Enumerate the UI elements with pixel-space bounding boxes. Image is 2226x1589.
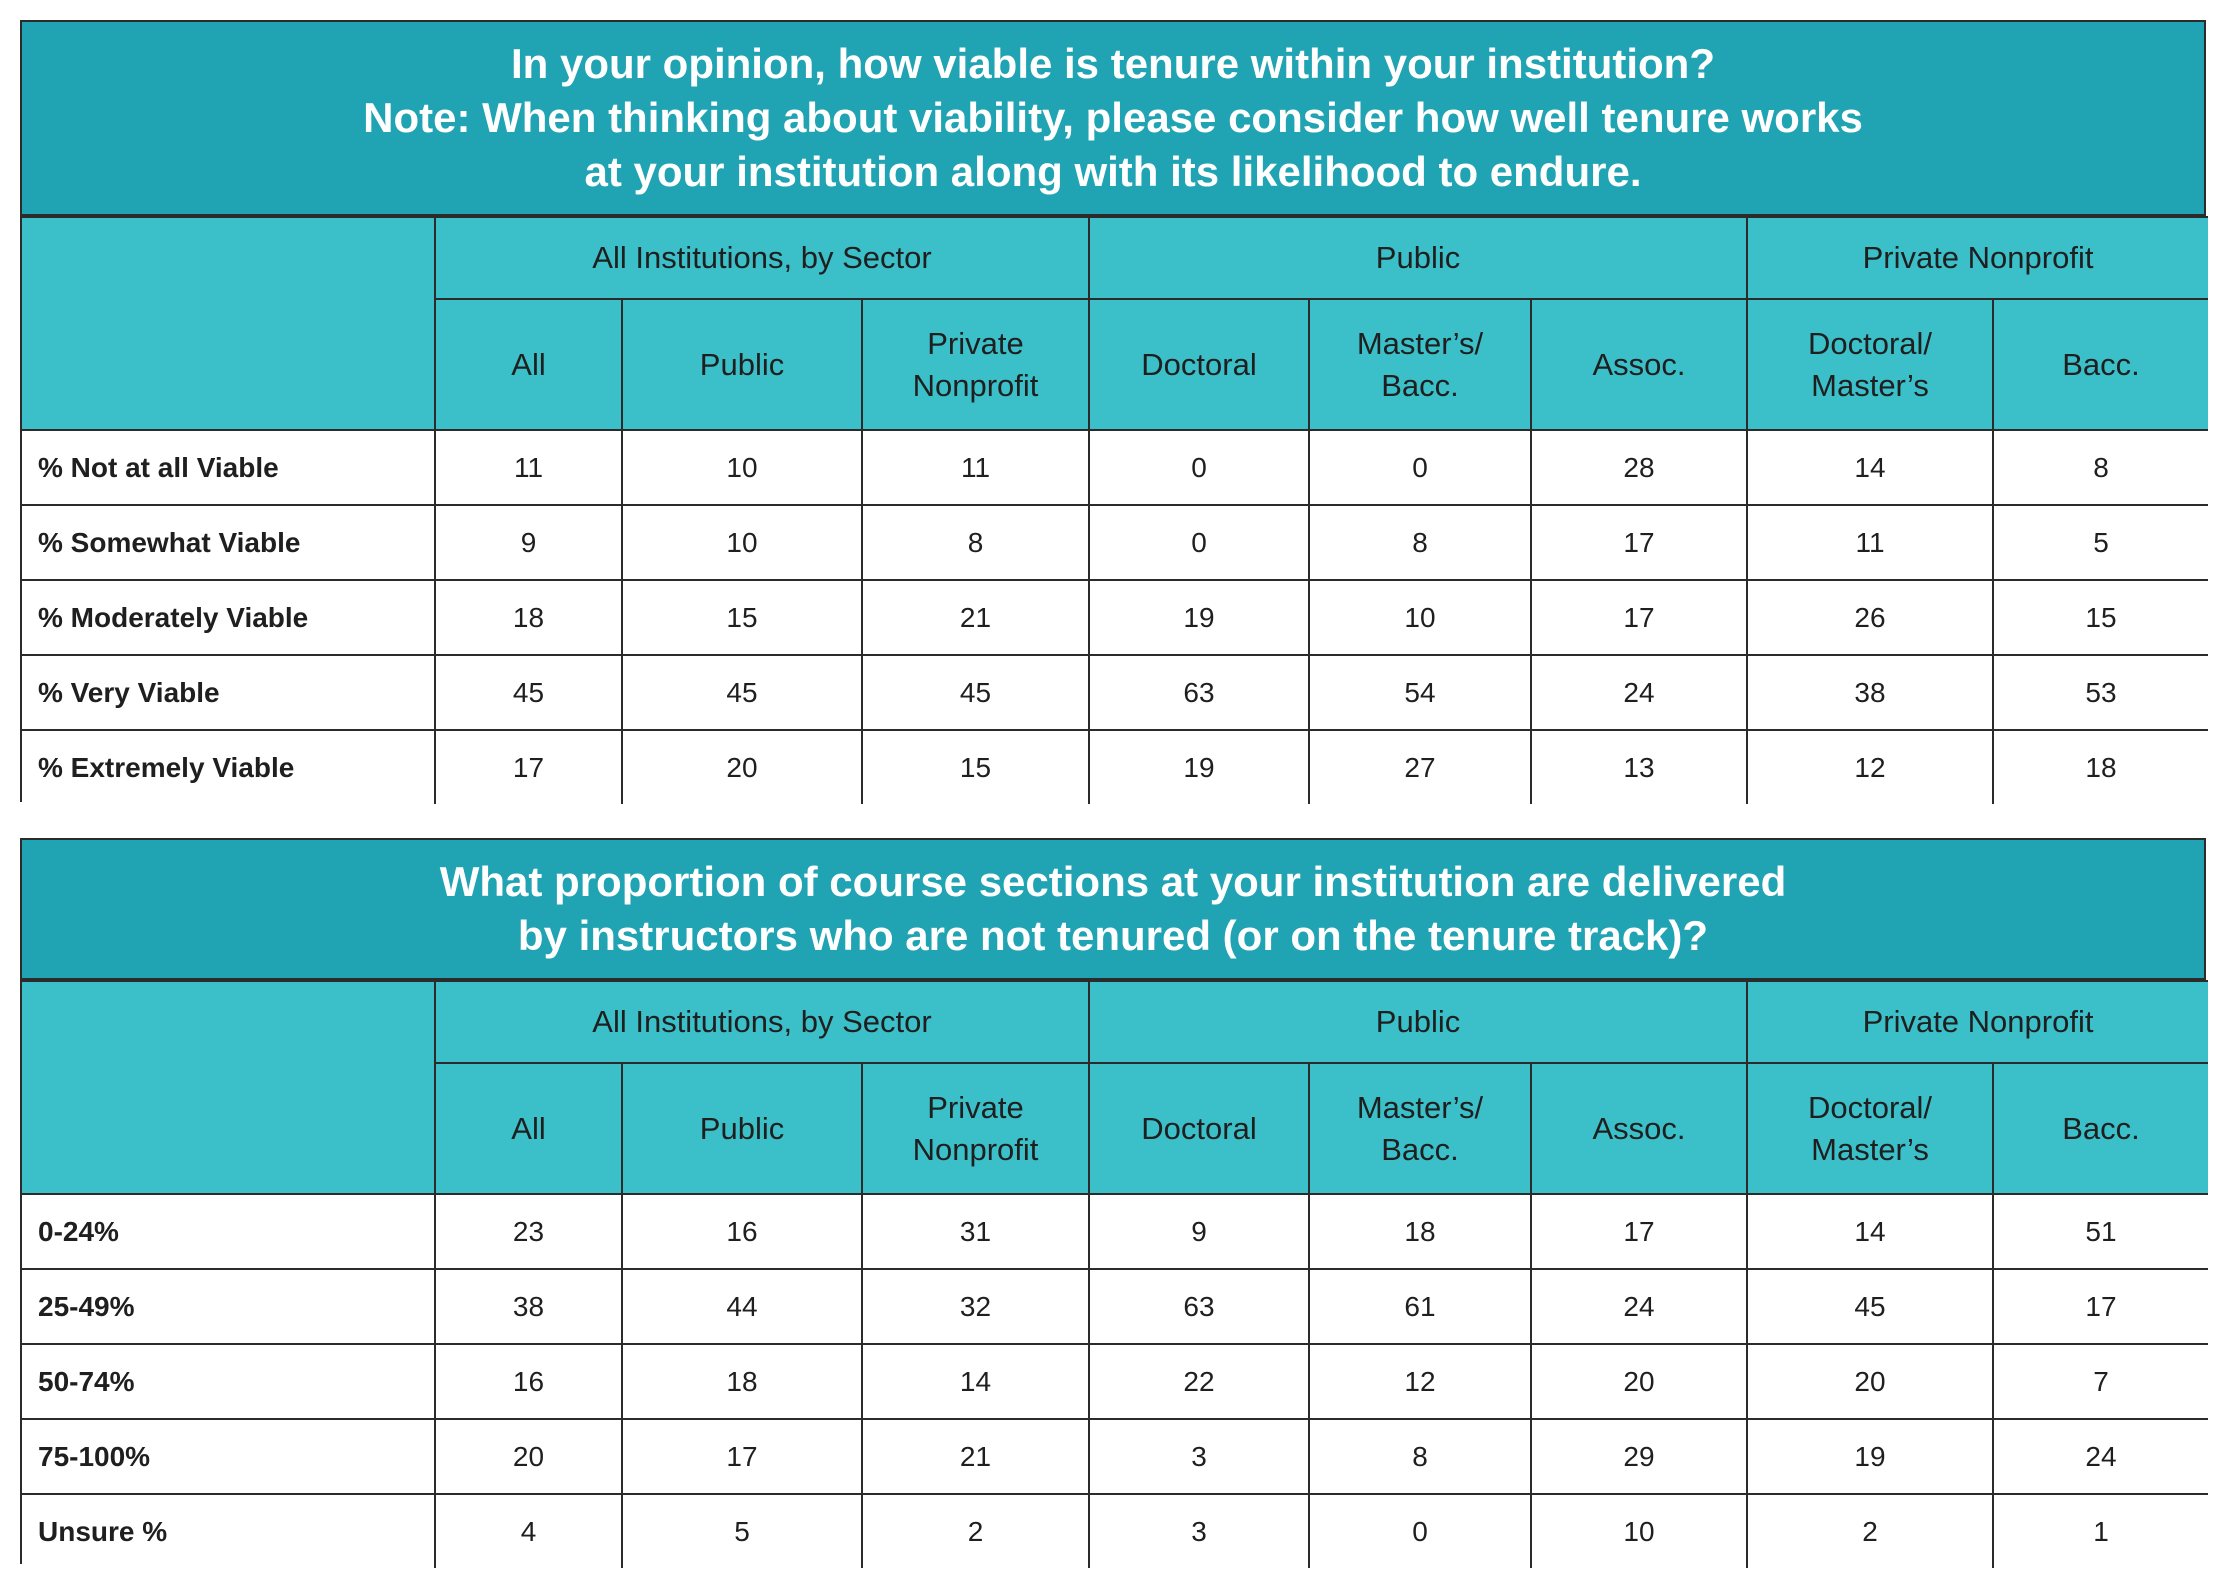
data-cell: 44	[622, 1269, 862, 1344]
data-cell: 3	[1089, 1419, 1309, 1494]
data-cell: 19	[1747, 1419, 1993, 1494]
row-label: 25-49%	[22, 1269, 435, 1344]
column-group-header: Private Nonprofit	[1747, 217, 2208, 299]
data-cell: 63	[1089, 1269, 1309, 1344]
data-cell: 10	[1531, 1494, 1747, 1568]
data-cell: 18	[1993, 730, 2208, 804]
column-header	[1089, 299, 1309, 430]
group-header-row	[22, 981, 2208, 1063]
table-title	[22, 22, 2204, 216]
data-cell: 45	[622, 655, 862, 730]
table-title	[22, 840, 2204, 980]
data-cell: 11	[862, 430, 1089, 505]
column-header-line: Bacc.	[1381, 1131, 1459, 1167]
data-cell: 2	[1747, 1494, 1993, 1568]
data-cell: 1	[1993, 1494, 2208, 1568]
column-header-line: Assoc.	[1592, 1110, 1686, 1146]
column-group-header: Private Nonprofit	[1747, 981, 2208, 1063]
data-cell: 8	[1993, 430, 2208, 505]
data-cell: 29	[1531, 1419, 1747, 1494]
corner-header	[22, 981, 435, 1194]
data-cell: 24	[1993, 1419, 2208, 1494]
data-cell: 9	[435, 505, 622, 580]
table-row	[22, 1494, 2208, 1568]
column-header	[435, 299, 622, 430]
column-header	[1531, 299, 1747, 430]
data-cell: 0	[1309, 1494, 1531, 1568]
column-header-line: Doctoral	[1141, 1110, 1257, 1146]
data-cell: 20	[1747, 1344, 1993, 1419]
data-cell: 10	[622, 430, 862, 505]
column-header	[1309, 1063, 1531, 1194]
data-cell: 17	[435, 730, 622, 804]
column-header-line: Bacc.	[1381, 367, 1459, 403]
data-cell: 19	[1089, 580, 1309, 655]
column-group-header: Public	[1089, 981, 1747, 1063]
column-header	[862, 299, 1089, 430]
column-header-line: All	[511, 346, 546, 382]
data-cell: 31	[862, 1194, 1089, 1269]
data-cell: 8	[1309, 1419, 1531, 1494]
row-label: 75-100%	[22, 1419, 435, 1494]
row-label: % Somewhat Viable	[22, 505, 435, 580]
table-row	[22, 655, 2208, 730]
column-header-line: Nonprofit	[912, 367, 1039, 403]
data-cell: 26	[1747, 580, 1993, 655]
data-cell: 15	[622, 580, 862, 655]
column-header	[862, 1063, 1089, 1194]
title-line: by instructors who are not tenured (or on the tenure track)?	[517, 912, 1709, 959]
data-cell: 11	[435, 430, 622, 505]
data-cell: 3	[1089, 1494, 1309, 1568]
row-label: % Very Viable	[22, 655, 435, 730]
data-cell: 23	[435, 1194, 622, 1269]
data-cell: 7	[1993, 1344, 2208, 1419]
table-row	[22, 1194, 2208, 1269]
group-header-row	[22, 217, 2208, 299]
column-header	[435, 1063, 622, 1194]
column-header	[1747, 299, 1993, 430]
row-label: % Moderately Viable	[22, 580, 435, 655]
data-cell: 61	[1309, 1269, 1531, 1344]
data-cell: 8	[862, 505, 1089, 580]
data-cell: 17	[622, 1419, 862, 1494]
data-cell: 17	[1531, 580, 1747, 655]
data-cell: 12	[1747, 730, 1993, 804]
table-row	[22, 1344, 2208, 1419]
data-cell: 0	[1089, 430, 1309, 505]
column-header	[622, 1063, 862, 1194]
data-cell: 24	[1531, 1269, 1747, 1344]
data-cell: 14	[1747, 430, 1993, 505]
column-header	[1747, 1063, 1993, 1194]
row-label: 50-74%	[22, 1344, 435, 1419]
column-header	[1531, 1063, 1747, 1194]
table-row	[22, 430, 2208, 505]
data-cell: 17	[1531, 1194, 1747, 1269]
data-cell: 14	[1747, 1194, 1993, 1269]
column-header-line: Master’s/	[1356, 1089, 1484, 1125]
data-cell: 51	[1993, 1194, 2208, 1269]
data-cell: 38	[1747, 655, 1993, 730]
data-cell: 8	[1309, 505, 1531, 580]
column-header-line: All	[511, 1110, 546, 1146]
course-sections-grid	[22, 980, 2208, 1568]
data-cell: 21	[862, 1419, 1089, 1494]
title-line: Note: When thinking about viability, please consider how well tenure works	[363, 94, 1863, 141]
data-cell: 13	[1531, 730, 1747, 804]
table-row	[22, 1419, 2208, 1494]
data-cell: 4	[435, 1494, 622, 1568]
data-cell: 45	[1747, 1269, 1993, 1344]
course-sections-table	[20, 838, 2206, 1564]
data-cell: 5	[1993, 505, 2208, 580]
data-cell: 54	[1309, 655, 1531, 730]
column-header	[1089, 1063, 1309, 1194]
data-cell: 9	[1089, 1194, 1309, 1269]
column-header-line: Doctoral/	[1807, 325, 1933, 361]
data-cell: 17	[1993, 1269, 2208, 1344]
data-cell: 20	[622, 730, 862, 804]
data-cell: 12	[1309, 1344, 1531, 1419]
title-line: at your institution along with its likelihood to endure.	[584, 148, 1642, 195]
data-cell: 0	[1089, 505, 1309, 580]
column-header-line: Master’s	[1811, 367, 1929, 403]
title-line: What proportion of course sections at your institution are delivered	[439, 858, 1787, 905]
data-cell: 20	[435, 1419, 622, 1494]
column-group-header: All Institutions, by Sector	[435, 981, 1089, 1063]
data-cell: 19	[1089, 730, 1309, 804]
data-cell: 22	[1089, 1344, 1309, 1419]
column-header-line: Private	[927, 325, 1024, 361]
column-group-header: All Institutions, by Sector	[435, 217, 1089, 299]
row-label: 0-24%	[22, 1194, 435, 1269]
table-row	[22, 505, 2208, 580]
data-cell: 20	[1531, 1344, 1747, 1419]
row-label: Unsure %	[22, 1494, 435, 1568]
data-cell: 45	[862, 655, 1089, 730]
column-group-header: Public	[1089, 217, 1747, 299]
row-label: % Not at all Viable	[22, 430, 435, 505]
data-cell: 14	[862, 1344, 1089, 1419]
column-header-line: Assoc.	[1592, 346, 1686, 382]
data-cell: 2	[862, 1494, 1089, 1568]
data-cell: 11	[1747, 505, 1993, 580]
data-cell: 45	[435, 655, 622, 730]
column-header-line: Bacc.	[2062, 346, 2140, 382]
column-header-line: Master’s	[1811, 1131, 1929, 1167]
data-cell: 32	[862, 1269, 1089, 1344]
column-header-line: Public	[699, 346, 785, 382]
table-row	[22, 580, 2208, 655]
data-cell: 28	[1531, 430, 1747, 505]
data-cell: 15	[1993, 580, 2208, 655]
data-cell: 21	[862, 580, 1089, 655]
column-header-line: Doctoral/	[1807, 1089, 1933, 1125]
table-row	[22, 730, 2208, 804]
data-cell: 15	[862, 730, 1089, 804]
data-cell: 5	[622, 1494, 862, 1568]
data-cell: 18	[622, 1344, 862, 1419]
column-header-line: Private	[927, 1089, 1024, 1125]
column-header-line: Bacc.	[2062, 1110, 2140, 1146]
title-line: In your opinion, how viable is tenure within your institution?	[511, 40, 1715, 87]
data-cell: 63	[1089, 655, 1309, 730]
column-header	[1993, 299, 2208, 430]
column-header-line: Public	[699, 1110, 785, 1146]
data-cell: 16	[435, 1344, 622, 1419]
data-cell: 16	[622, 1194, 862, 1269]
column-header	[1993, 1063, 2208, 1194]
data-cell: 24	[1531, 655, 1747, 730]
viability-grid	[22, 216, 2208, 804]
viability-table	[20, 20, 2206, 802]
data-cell: 18	[435, 580, 622, 655]
column-header-line: Nonprofit	[912, 1131, 1039, 1167]
data-cell: 10	[1309, 580, 1531, 655]
data-cell: 0	[1309, 430, 1531, 505]
column-header	[622, 299, 862, 430]
column-header-line: Doctoral	[1141, 346, 1257, 382]
row-label: % Extremely Viable	[22, 730, 435, 804]
column-header-line: Master’s/	[1356, 325, 1484, 361]
column-header	[1309, 299, 1531, 430]
corner-header	[22, 217, 435, 430]
data-cell: 27	[1309, 730, 1531, 804]
data-cell: 10	[622, 505, 862, 580]
data-cell: 38	[435, 1269, 622, 1344]
data-cell: 53	[1993, 655, 2208, 730]
table-row	[22, 1269, 2208, 1344]
data-cell: 18	[1309, 1194, 1531, 1269]
data-cell: 17	[1531, 505, 1747, 580]
